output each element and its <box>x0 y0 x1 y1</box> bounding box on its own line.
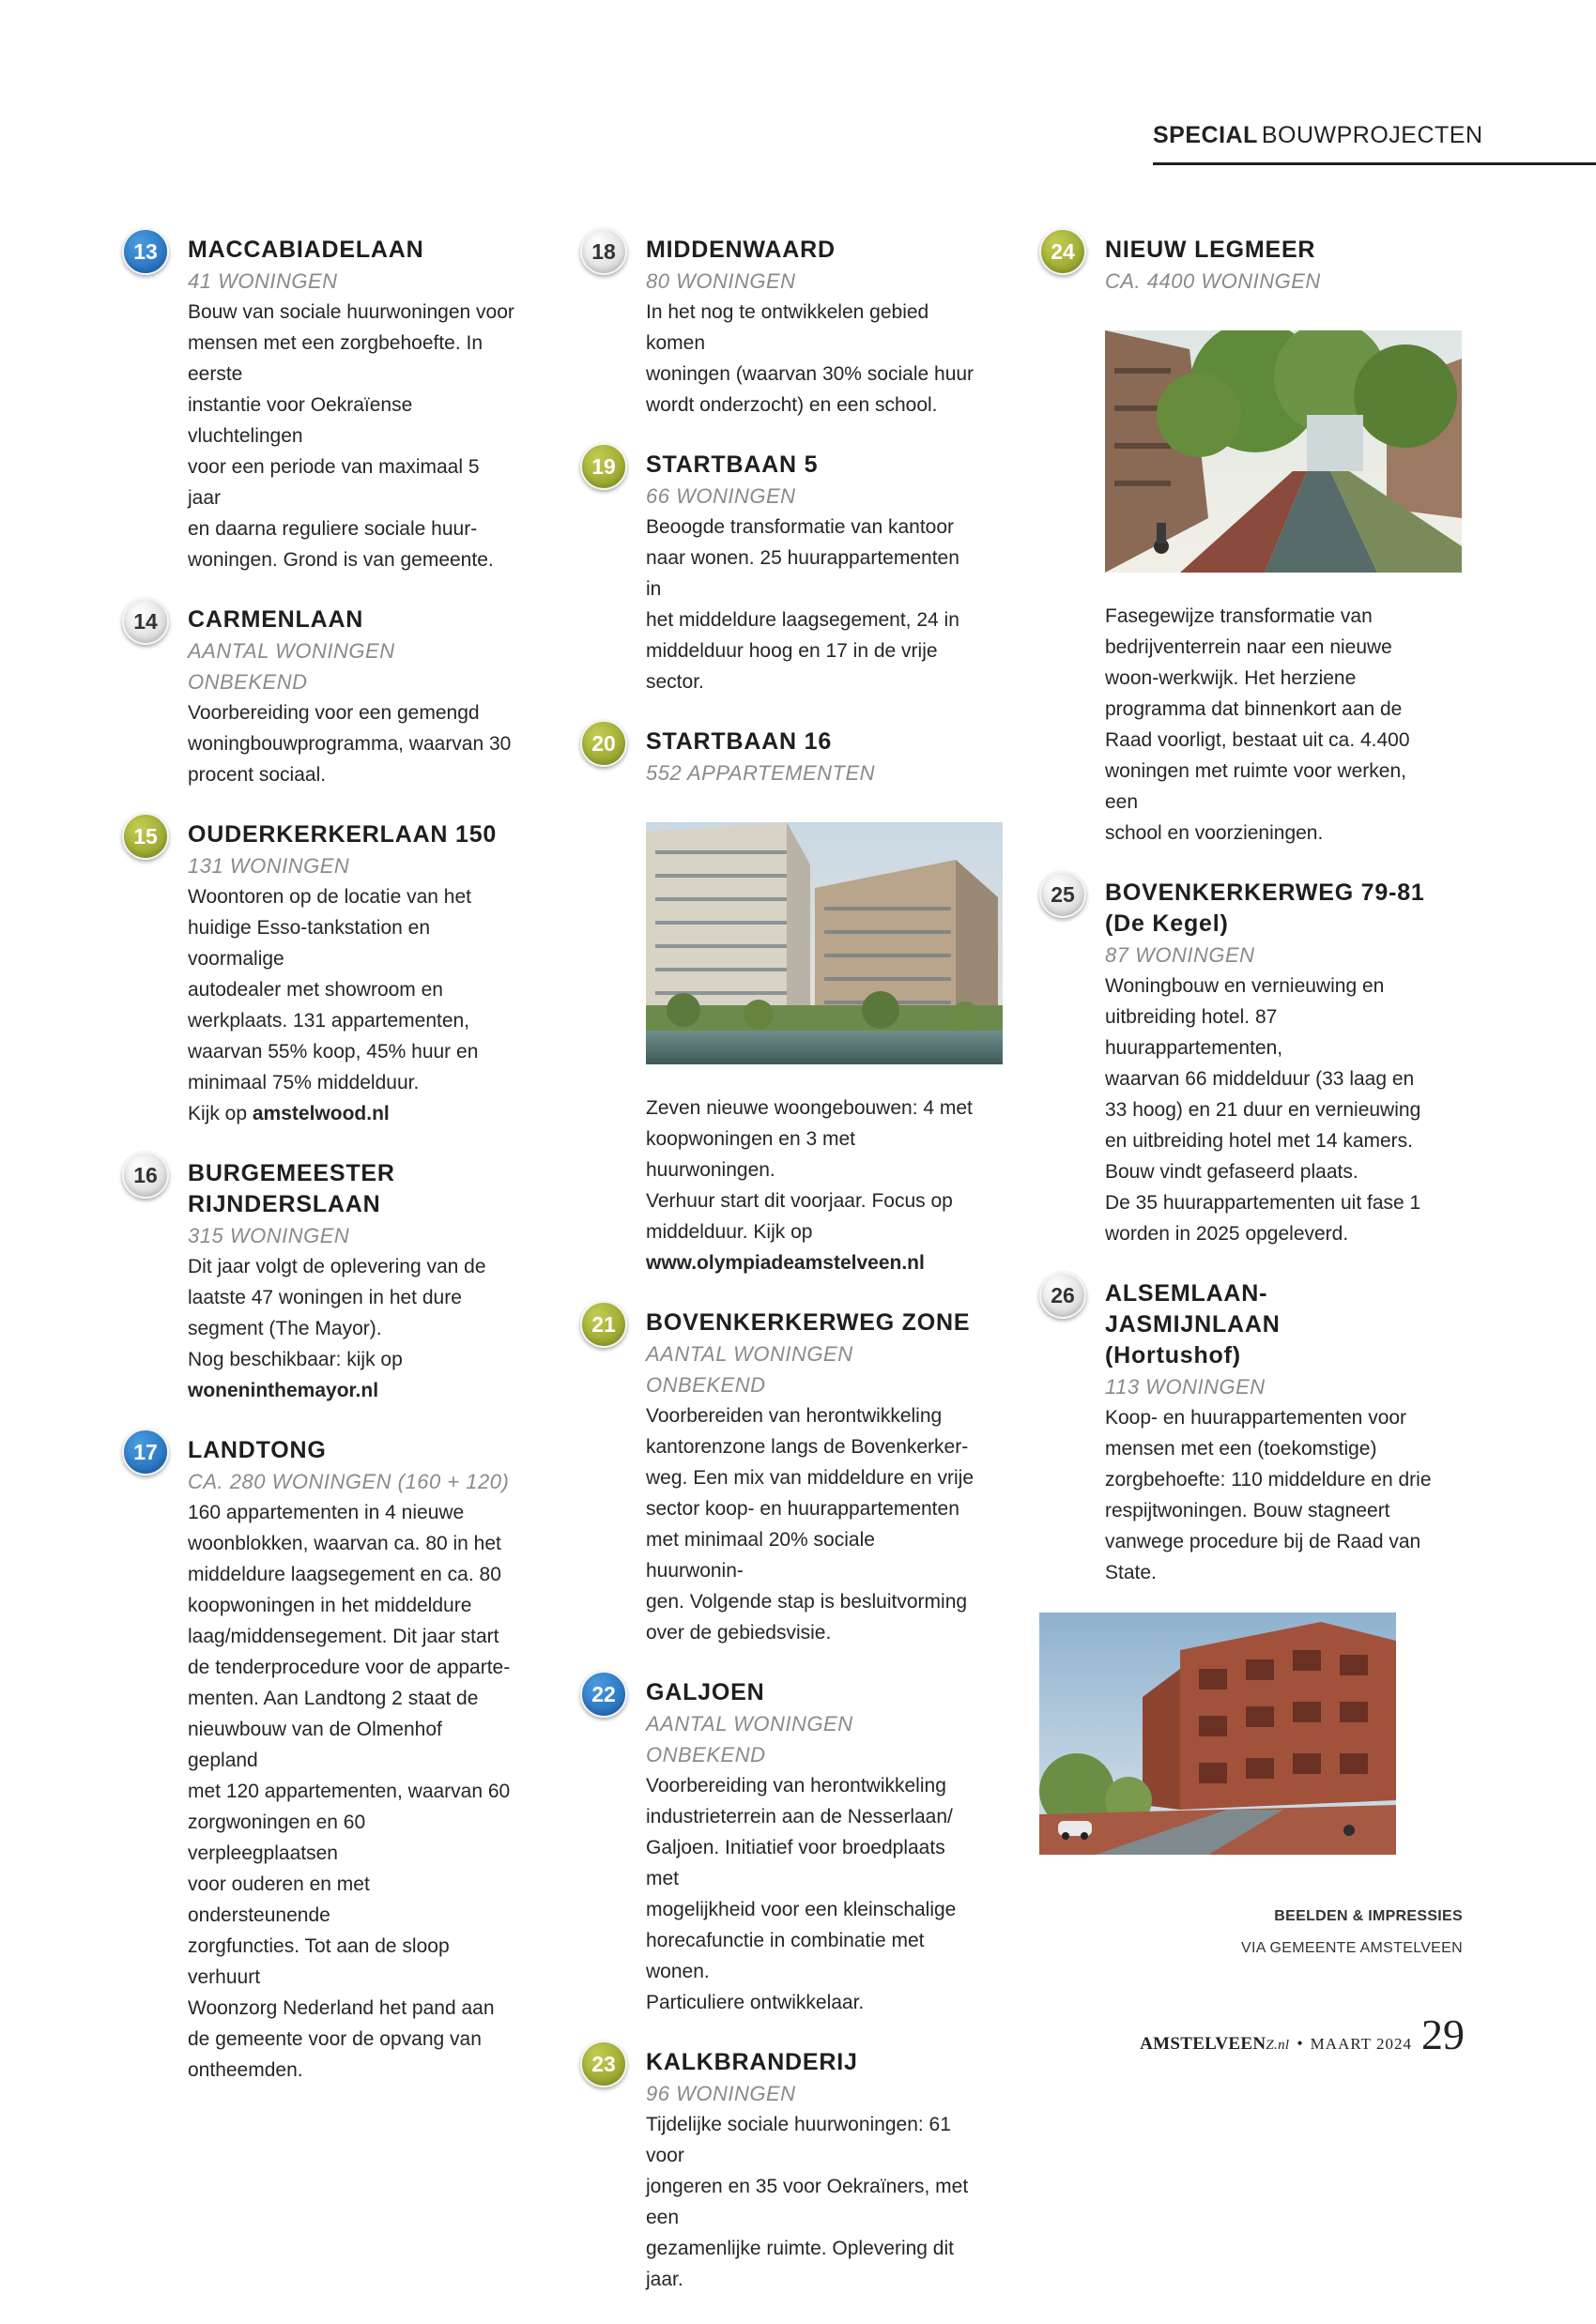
project-number-badge: 26 <box>1039 1272 1086 1319</box>
section-header <box>1153 122 1596 165</box>
project-title: BOVENKERKERWEG ZONE <box>646 1309 971 1336</box>
project-number-badge: 19 <box>580 443 627 490</box>
description-line: woningbouwprogramma, waarvan 30 <box>188 733 512 755</box>
description-line: autodealer met showroom en <box>188 979 443 1001</box>
description-line: Voorbereiding voor een gemengd <box>188 702 480 724</box>
project-housing-count: 41 WONINGEN <box>188 269 338 293</box>
description-line: instantie voor Oekraïense vluchtelingen <box>188 394 413 447</box>
description-line: woningen. Grond is van gemeente. <box>188 549 494 571</box>
description-line: Zeven nieuwe woongebouwen: 4 met <box>646 1097 973 1119</box>
description-line: respijtwoningen. Bouw stagneert <box>1105 1500 1390 1521</box>
description-line: Nog beschikbaar: kijk op <box>188 1349 403 1370</box>
project-17 <box>122 1435 516 2086</box>
description-line: State. <box>1105 1562 1157 1583</box>
description-line: vanwege procedure bij de Raad van <box>1105 1531 1421 1552</box>
description-line: laatste 47 woningen in het dure <box>188 1287 462 1308</box>
description-line: uitbreiding hotel. 87 huurappartementen, <box>1105 1006 1283 1059</box>
description-line: met 120 appartementen, waarvan 60 <box>188 1781 511 1802</box>
description-line: woon-werkwijk. Het herziene <box>1105 667 1357 689</box>
project-13 <box>122 235 516 575</box>
description-line: waarvan 66 middelduur (33 laag en <box>1105 1068 1415 1090</box>
description-line: wordt onderzocht) en een school. <box>646 394 938 416</box>
project-title: MACCABIADELAAN <box>188 237 424 263</box>
description-line: middelduur hoog en 17 in de vrije <box>646 640 938 662</box>
header-rule <box>1153 162 1596 165</box>
description-line: kantorenzone langs de Bovenkerker- <box>646 1436 969 1458</box>
project-number-badge: 14 <box>122 598 169 645</box>
description-line: procent sociaal. <box>188 764 327 786</box>
apartment-buildings-image <box>646 822 1003 1064</box>
description-line: werkplaats. 131 appartementen, <box>188 1010 470 1032</box>
description-line: Fasegewijze transformatie van <box>1105 605 1373 627</box>
project-housing-count: CA. 4400 WONINGEN <box>1105 269 1321 293</box>
description-line: weg. Een mix van middeldure en vrije <box>646 1467 974 1489</box>
project-22 <box>580 1677 974 2018</box>
brick-apartment-image <box>1039 1613 1396 1855</box>
description-line: nieuwbouw van de Olmenhof gepland <box>188 1719 442 1771</box>
project-18 <box>580 235 974 420</box>
column-left <box>122 235 516 2115</box>
project-housing-count: 131 WONINGEN <box>188 854 350 878</box>
description-line: Woonzorg Nederland het pand aan <box>188 1997 495 2019</box>
project-description <box>188 297 516 575</box>
description-line: mensen met een (toekomstige) <box>1105 1438 1377 1460</box>
project-description <box>646 1770 974 2018</box>
description-line: menten. Aan Landtong 2 staat de <box>188 1688 479 1709</box>
description-line: voor een periode van maximaal 5 jaar <box>188 456 480 509</box>
description-line: Koop- en huurappartementen voor <box>1105 1407 1407 1429</box>
project-title-subname: (Hortushof) <box>1105 1342 1241 1368</box>
link-prefix: Kijk op <box>188 1103 253 1124</box>
project-housing-count: 96 WONINGEN <box>646 2082 796 2105</box>
description-line: 160 appartementen in 4 nieuwe <box>188 1502 465 1523</box>
project-title: BURGEMEESTER RIJNDERSLAAN <box>188 1160 395 1217</box>
project-title: BOVENKERKERWEG 79-81 <box>1105 879 1425 906</box>
magazine-suffix: Z.nl <box>1266 2038 1290 2053</box>
project-description <box>1105 1402 1434 1588</box>
description-line: naar wonen. 25 huurappartementen in <box>646 547 959 600</box>
description-line: industrieterrein aan de Nesserlaan/ <box>646 1806 953 1827</box>
image-credits <box>1127 1901 1463 1965</box>
project-23 <box>580 2047 974 2295</box>
description-line: Bouw vindt gefaseerd plaats. <box>1105 1161 1358 1183</box>
project-title: ALSEMLAAN-JASMIJNLAAN <box>1105 1280 1281 1338</box>
project-number-badge: 17 <box>122 1429 169 1475</box>
description-line: Voorbereiding van herontwikkeling <box>646 1775 946 1797</box>
description-line: middelduur. Kijk op <box>646 1221 813 1243</box>
description-line: zorgbehoefte: 110 middeldure en drie <box>1105 1469 1432 1491</box>
project-14 <box>122 604 516 790</box>
project-title: STARTBAAN 16 <box>646 728 833 755</box>
project-description <box>646 1093 974 1278</box>
description-line: Voorbereiden van herontwikkeling <box>646 1405 943 1427</box>
project-title: LANDTONG <box>188 1437 327 1463</box>
website-link[interactable]: amstelwood.nl <box>252 1103 390 1124</box>
project-21 <box>580 1307 974 1648</box>
description-line: horecafunctie in combinatie met wonen. <box>646 1930 925 1982</box>
project-housing-count: 87 WONINGEN <box>1105 943 1255 967</box>
description-line: het middeldure laagsegement, 24 in <box>646 609 959 631</box>
project-housing-count: CA. 280 WONINGEN (160 + 120) <box>188 1470 510 1493</box>
project-title: OUDERKERKERLAAN 150 <box>188 821 498 848</box>
canal-street-image <box>1105 330 1462 573</box>
project-description <box>1105 601 1434 849</box>
credits-source: VIA GEMEENTE AMSTELVEEN <box>1240 1940 1463 1956</box>
project-number-badge: 16 <box>122 1152 169 1199</box>
project-description <box>646 1400 974 1648</box>
description-line: school en voorzieningen. <box>1105 822 1324 844</box>
description-line: koopwoningen en 3 met huurwoningen. <box>646 1128 855 1181</box>
photo-nieuw-legmeer <box>1105 330 1462 573</box>
project-24 <box>1039 235 1434 849</box>
project-number-badge: 13 <box>122 228 169 275</box>
credits-title: BEELDEN & IMPRESSIES <box>1274 1908 1463 1924</box>
description-line: middeldure laagsegement en ca. 80 <box>188 1564 501 1585</box>
project-26 <box>1039 1278 1434 1855</box>
description-line: segment (The Mayor). <box>188 1318 382 1339</box>
link-line <box>188 1098 516 1129</box>
project-title: CARMENLAAN <box>188 606 364 633</box>
description-line: Bouw van sociale huurwoningen voor <box>188 301 514 323</box>
description-line: over de gebiedsvisie. <box>646 1622 832 1644</box>
column-right <box>1039 235 1434 1884</box>
description-line: sector koop- en huurappartementen <box>646 1498 959 1520</box>
description-line: worden in 2025 opgeleverd. <box>1105 1223 1349 1245</box>
description-line: voor ouderen en met ondersteunende <box>188 1873 370 1926</box>
project-number-badge: 21 <box>580 1301 627 1348</box>
description-line: en uitbreiding hotel met 14 kamers. <box>1105 1130 1414 1152</box>
project-15 <box>122 819 516 1129</box>
description-line: Dit jaar volgt de oplevering van de <box>188 1256 486 1277</box>
project-housing-count: AANTAL WONINGEN ONBEKEND <box>188 639 395 694</box>
project-description <box>188 881 516 1129</box>
project-description <box>188 1497 516 2086</box>
project-19 <box>580 450 974 697</box>
description-line: gezamenlijke ruimte. Oplevering dit jaar. <box>646 2238 954 2290</box>
footer-separator: • <box>1297 2034 1303 2053</box>
description-line: Galjoen. Initiatief voor broedplaats met <box>646 1837 945 1889</box>
project-title-subname: (De Kegel) <box>1105 910 1229 937</box>
description-line: en daarna reguliere sociale huur- <box>188 518 478 540</box>
description-line: de tenderprocedure voor de apparte- <box>188 1657 511 1678</box>
description-line: woningen (waarvan 30% sociale huur <box>646 363 974 385</box>
description-line: bedrijventerrein naar een nieuwe <box>1105 636 1392 658</box>
description-line: Woningbouw en vernieuwing en <box>1105 975 1385 997</box>
project-description <box>188 1251 516 1406</box>
project-number-badge: 24 <box>1039 228 1086 275</box>
project-housing-count: AANTAL WONINGEN ONBEKEND <box>646 1342 853 1397</box>
description-line: koopwoningen in het middeldure <box>188 1595 472 1616</box>
description-line: Woontoren op de locatie van het <box>188 886 471 908</box>
description-line: minimaal 75% middelduur. <box>188 1072 420 1093</box>
description-line: zorgfuncties. Tot aan de sloop verhuurt <box>188 1935 450 1988</box>
magazine-name: AMSTELVEEN <box>1140 2034 1266 2054</box>
magazine-logo <box>1140 2034 1289 2055</box>
project-16 <box>122 1158 516 1406</box>
page-number: 29 <box>1421 2011 1465 2058</box>
project-housing-count: 80 WONINGEN <box>646 269 796 293</box>
project-title: GALJOEN <box>646 1679 765 1705</box>
project-20 <box>580 726 974 1278</box>
description-line: laag/middensegement. Dit jaar start <box>188 1626 499 1647</box>
description-line: sector. <box>646 671 704 693</box>
description-line: Tijdelijke sociale huurwoningen: 61 voor <box>646 2114 951 2166</box>
description-line: met minimaal 20% sociale huurwonin- <box>646 1529 875 1582</box>
website-link[interactable]: woneninthemayor.nl <box>188 1380 379 1401</box>
page-footer <box>1098 2011 1465 2058</box>
description-line: Verhuur start dit voorjaar. Focus op <box>646 1190 953 1212</box>
description-line: De 35 huurappartementen uit fase 1 <box>1105 1192 1421 1214</box>
website-link[interactable]: www.olympiadeamstelveen.nl <box>646 1252 925 1274</box>
description-line: In het nog te ontwikkelen gebied komen <box>646 301 929 354</box>
project-title: MIDDENWAARD <box>646 237 836 263</box>
description-line: mensen met een zorgbehoefte. In eerste <box>188 332 483 385</box>
project-title: KALKBRANDERIJ <box>646 2049 858 2075</box>
description-line: huidige Esso-tankstation en voormalige <box>188 917 430 970</box>
description-line: Beoogde transformatie van kantoor <box>646 516 955 538</box>
project-housing-count: 66 WONINGEN <box>646 484 796 508</box>
project-title: NIEUW LEGMEER <box>1105 237 1316 263</box>
photo-startbaan-16 <box>646 822 1003 1064</box>
project-number-badge: 22 <box>580 1671 627 1718</box>
project-25 <box>1039 878 1434 1249</box>
project-title: STARTBAAN 5 <box>646 451 819 478</box>
project-number-badge: 20 <box>580 720 627 767</box>
description-line: ontheemden. <box>188 2059 303 2081</box>
description-line: programma dat binnenkort aan de <box>1105 698 1403 720</box>
description-line: zorgwoningen en 60 verpleegplaatsen <box>188 1812 366 1864</box>
project-housing-count: AANTAL WONINGEN ONBEKEND <box>646 1712 853 1766</box>
project-housing-count: 552 APPARTEMENTEN <box>646 761 876 785</box>
project-number-badge: 15 <box>122 813 169 860</box>
project-description <box>646 297 974 420</box>
description-line: de gemeente voor de opvang van <box>188 2028 482 2050</box>
description-line: waarvan 55% koop, 45% huur en <box>188 1041 479 1063</box>
project-housing-count: 113 WONINGEN <box>1105 1375 1266 1399</box>
section-label: BOUWPROJECTEN <box>1261 122 1483 148</box>
description-line: woonblokken, waarvan ca. 80 in het <box>188 1533 501 1554</box>
description-line: woningen met ruimte voor werken, een <box>1105 760 1406 813</box>
project-description <box>646 2109 974 2295</box>
project-housing-count: 315 WONINGEN <box>188 1224 350 1247</box>
project-number-badge: 18 <box>580 228 627 275</box>
column-middle <box>580 235 974 2324</box>
project-number-badge: 23 <box>580 2041 627 2087</box>
description-line: jongeren en 35 voor Oekraïners, met een <box>646 2176 969 2228</box>
description-line: Particuliere ontwikkelaar. <box>646 1992 865 2013</box>
project-description <box>1105 971 1434 1249</box>
photo-hortushof <box>1039 1613 1396 1855</box>
project-description <box>646 512 974 697</box>
section-label-bold: SPECIAL <box>1153 122 1258 148</box>
description-line: mogelijkheid voor een kleinschalige <box>646 1899 957 1920</box>
project-description <box>188 697 516 790</box>
description-line: Raad voorligt, bestaat uit ca. 4.400 <box>1105 729 1410 751</box>
description-line: 33 hoog) en 21 duur en vernieuwing <box>1105 1099 1421 1121</box>
description-line: gen. Volgende stap is besluitvorming <box>646 1591 968 1613</box>
project-number-badge: 25 <box>1039 871 1086 918</box>
issue-date: MAART 2024 <box>1310 2035 1412 2053</box>
